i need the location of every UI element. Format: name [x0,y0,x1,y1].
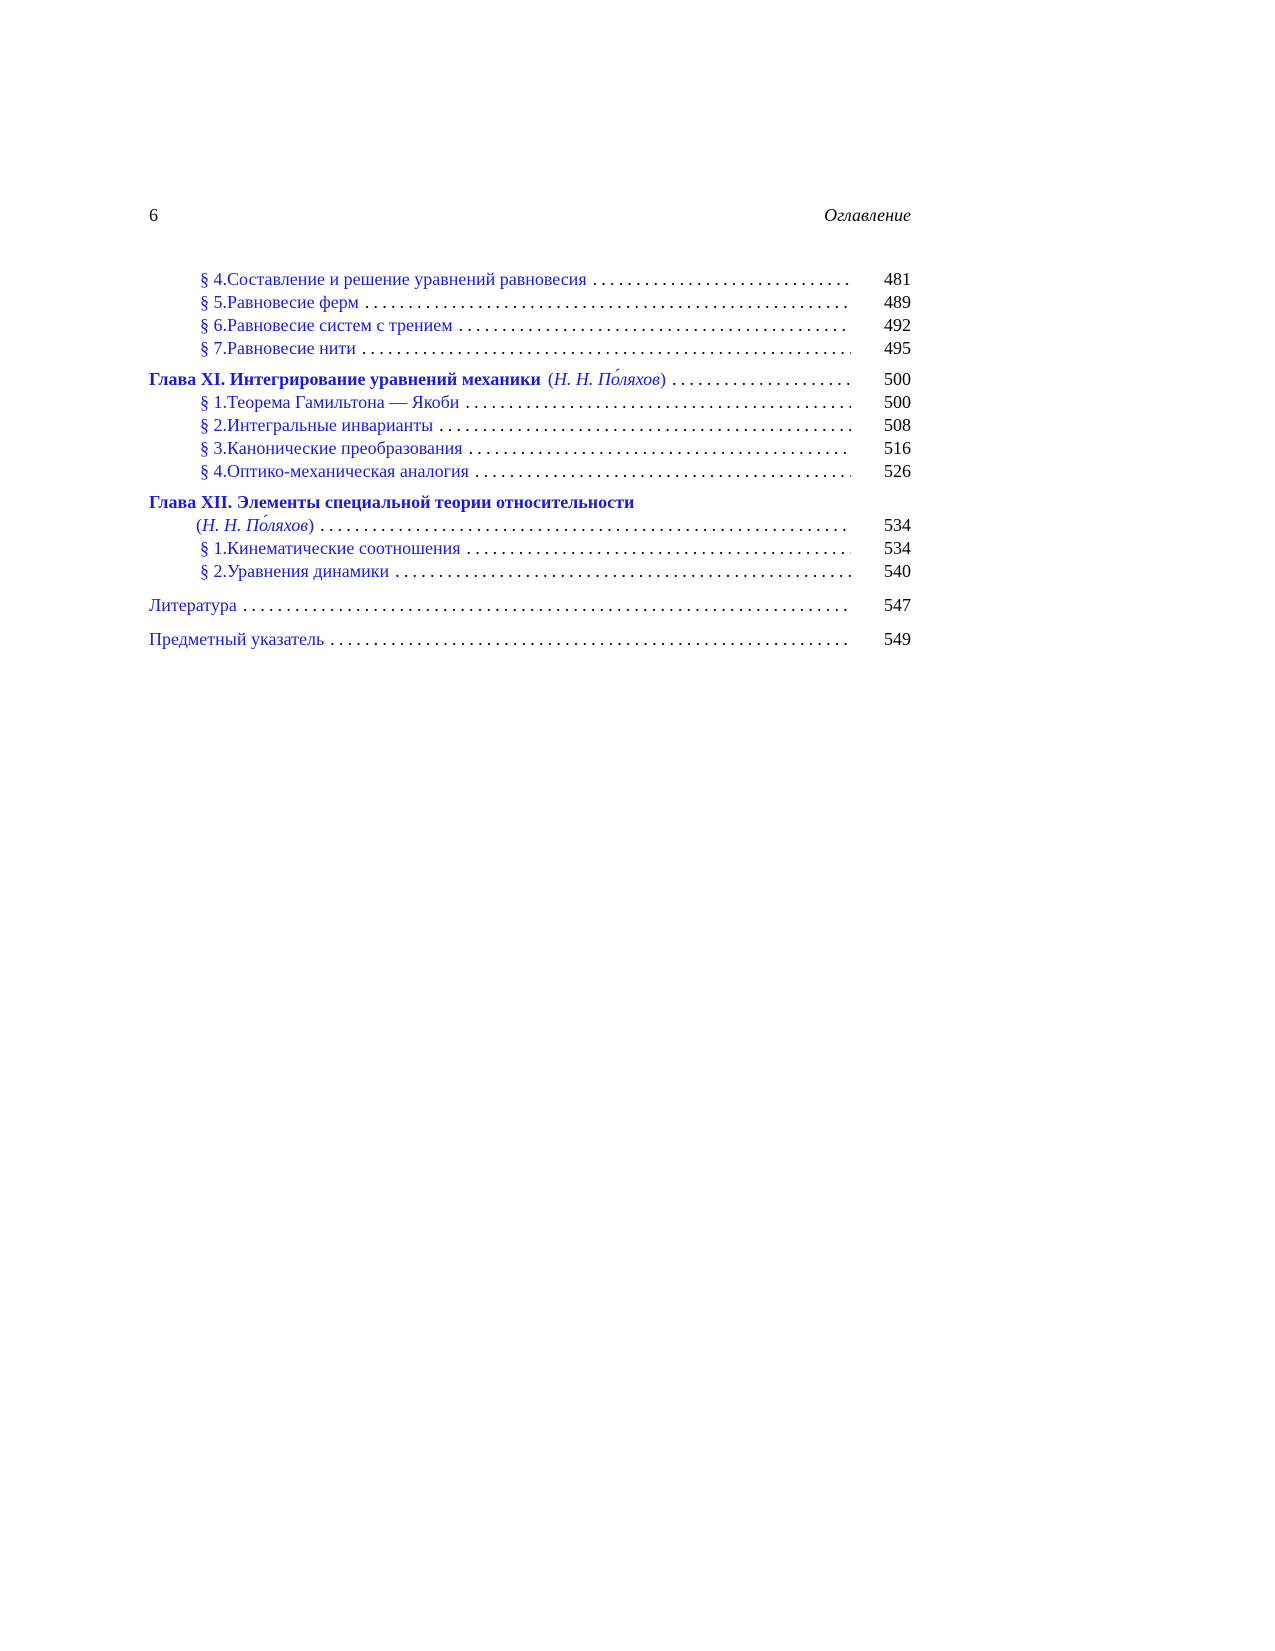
dot-leaders [320,514,851,537]
dot-leaders [475,460,851,483]
dot-leaders [365,291,851,314]
section-number: § 1. [200,392,227,412]
chapter-author: Н. Н. По́ляхов [202,515,309,535]
section-number: § 5. [200,292,227,312]
page-ref: 547 [884,595,911,615]
page-ref: 495 [884,338,911,358]
page-ref: 481 [884,269,911,289]
table-of-contents [149,268,911,651]
toc-entry-section[interactable] [149,391,911,414]
toc-entry-literature[interactable] [149,594,911,617]
dot-leaders [467,537,851,560]
author-close-paren: ) [308,515,315,535]
page-header [149,205,911,231]
toc-entry-chapter-continuation[interactable] [149,514,911,537]
section-number: § 2. [200,561,227,581]
chapter-title-link[interactable]: Глава XI. Интегрирование уравнений механики [149,369,541,389]
toc-entry-section[interactable] [149,314,911,337]
dot-leaders [330,628,851,651]
toc-entry-section[interactable] [149,337,911,360]
page-ref: 534 [884,538,911,558]
toc-entry-section[interactable] [149,414,911,437]
author-close-paren: ) [660,369,666,389]
toc-entry-chapter[interactable] [149,368,911,391]
literature-link[interactable]: Литература [149,595,237,615]
toc-entry-section[interactable] [149,560,911,583]
toc-entry-section[interactable] [149,437,911,460]
section-number: § 4. [200,461,227,481]
toc-entry-section[interactable] [149,268,911,291]
section-number: § 4. [200,269,227,289]
section-number: § 1. [200,538,227,558]
section-title-link[interactable]: Канонические преобразования [227,438,463,458]
section-title-link[interactable]: Составление и решение уравнений равновесия [227,269,587,289]
page-ref: 534 [884,515,911,535]
page-ref: 526 [884,461,911,481]
page-ref: 492 [884,315,911,335]
dot-leaders [459,314,851,337]
page-ref: 516 [884,438,911,458]
running-head: Оглавление [824,205,911,225]
page-ref: 500 [884,392,911,412]
dot-leaders [395,560,851,583]
dot-leaders [465,391,851,414]
toc-entry-section[interactable] [149,537,911,560]
dot-leaders [672,368,851,391]
section-title-link[interactable]: Равновесие нити [227,338,356,358]
toc-entry-index[interactable] [149,628,911,651]
chapter-author: Н. Н. По́ляхов [553,369,660,389]
dot-leaders [593,268,851,291]
page-ref: 500 [884,369,911,389]
subject-index-link[interactable]: Предметный указатель [149,629,325,649]
section-title-link[interactable]: Равновесие ферм [227,292,359,312]
section-number: § 3. [200,438,227,458]
page-ref: 508 [884,415,911,435]
section-title-link[interactable]: Теорема Гамильтона — Якоби [227,392,460,412]
page-ref: 549 [884,629,911,649]
author-open-paren: ( [547,369,554,389]
author-open-paren: ( [196,515,202,535]
section-number: § 6. [200,315,227,335]
section-title-link[interactable]: Равновесие систем с трением [227,315,453,335]
dot-leaders [243,594,851,617]
page-ref: 489 [884,292,911,312]
dot-leaders [362,337,851,360]
section-title-link[interactable]: Оптико-механическая аналогия [227,461,469,481]
dot-leaders [469,437,851,460]
toc-entry-section[interactable] [149,291,911,314]
section-number: § 7. [200,338,227,358]
section-title-link[interactable]: Интегральные инварианты [227,415,434,435]
page-ref: 540 [884,561,911,581]
dot-leaders [439,414,851,437]
section-title-link[interactable]: Уравнения динамики [227,561,390,581]
page-number: 6 [149,205,158,225]
section-title-link[interactable]: Кинематические соотношения [227,538,461,558]
chapter-title-link[interactable]: Глава XII. Элементы специальной теории относительности [149,492,635,512]
section-number: § 2. [200,415,227,435]
toc-entry-section[interactable] [149,460,911,483]
